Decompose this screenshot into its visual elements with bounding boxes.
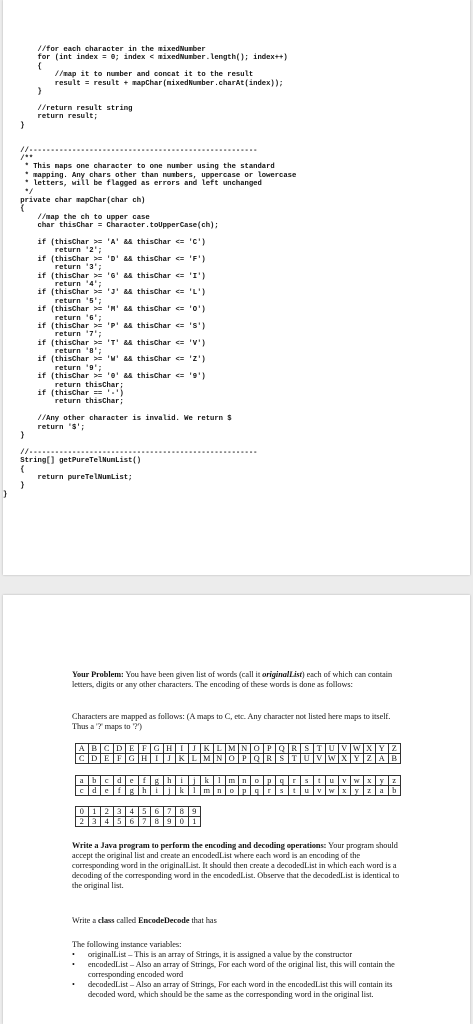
code-line: return '3'; [3, 264, 103, 273]
code-line: return '9'; [3, 364, 103, 373]
mapping-cell: W [326, 754, 339, 764]
mapping-cell: 3 [88, 817, 101, 827]
mapping-cell: k [201, 776, 214, 786]
code-line: if (thisChar >= 'A' && thisChar <= 'C') [3, 238, 206, 247]
mapping-cell: W [351, 744, 364, 754]
mapping-cell: l [213, 776, 226, 786]
mapping-cell: T [288, 754, 301, 764]
mapping-cell: P [238, 754, 251, 764]
code-line: return thisChar; [3, 381, 124, 390]
code-line: result = result + mapChar(mixedNumber.charAt(index)); [3, 79, 284, 88]
code-line [3, 407, 296, 415]
mapping-cell: s [276, 786, 289, 796]
assignment-page [3, 595, 470, 1024]
mapping-cell: m [201, 786, 214, 796]
mapping-cell: U [326, 744, 339, 754]
mapping-cell: S [276, 754, 289, 764]
mapping-cell: H [138, 754, 151, 764]
lowercase-target-row [76, 786, 401, 796]
code-line: private char mapChar(char ch) [3, 197, 146, 206]
mapping-cell: u [326, 776, 339, 786]
problem-label: Your Problem: [72, 670, 124, 679]
mapping-cell: a [76, 776, 89, 786]
code-line: * This maps one character to one number using the standard [3, 163, 275, 172]
mapping-cell: x [363, 776, 376, 786]
mapping-cell: B [388, 754, 401, 764]
mapping-cell: l [188, 786, 201, 796]
mapping-cell: 8 [176, 807, 189, 817]
mapping-cell: M [201, 754, 214, 764]
code-line: } [3, 482, 25, 491]
mapping-cell: Y [376, 744, 389, 754]
mapping-cell: T [313, 744, 326, 754]
mapping-cell: G [151, 744, 164, 754]
mapping-cell: R [288, 744, 301, 754]
mapping-cell: Y [351, 754, 364, 764]
code-line: return pureTelNumList; [3, 473, 133, 482]
mapping-cell: q [276, 776, 289, 786]
mapping-cell: A [376, 754, 389, 764]
code-line [3, 138, 296, 146]
digit-source-row [76, 807, 201, 817]
class-keyword: class [98, 916, 115, 925]
mapping-cell: P [263, 744, 276, 754]
vars-heading: The following instance variables: [72, 940, 182, 949]
mapping-cell: 4 [101, 817, 114, 827]
code-listing [3, 46, 296, 499]
mapping-cell: N [213, 754, 226, 764]
code-line: return thisChar; [3, 398, 124, 407]
mapping-cell: I [176, 744, 189, 754]
mapping-cell: a [376, 786, 389, 796]
mapping-cell: u [301, 786, 314, 796]
mapping-cell: i [151, 786, 164, 796]
mapping-cell: f [138, 776, 151, 786]
mapping-cell: d [113, 776, 126, 786]
mapping-cell: D [113, 744, 126, 754]
mapping-cell: 3 [113, 807, 126, 817]
code-line: /** [3, 155, 34, 164]
mapping-cell: d [88, 786, 101, 796]
problem-statement [72, 670, 404, 690]
code-line: //map the ch to upper case [3, 213, 150, 222]
uppercase-mapping-table [75, 743, 401, 764]
mapping-cell: s [301, 776, 314, 786]
code-line: //map it to number and concat it to the result [3, 71, 254, 80]
mapping-cell: k [176, 786, 189, 796]
problem-text-1: You have been given list of words (call it [123, 670, 263, 679]
mapping-cell: e [101, 786, 114, 796]
mapping-cell: e [126, 776, 139, 786]
mapping-cell: Z [363, 754, 376, 764]
mapping-cell: o [226, 786, 239, 796]
code-line: } [3, 87, 42, 96]
mapping-cell: f [113, 786, 126, 796]
mapping-cell: J [163, 754, 176, 764]
code-line: { [3, 465, 25, 474]
mapping-cell: h [163, 776, 176, 786]
list-item: • encodedList – Also an array of Strings, For each word of the original list, this will contain the corresponding encoded word [72, 960, 404, 980]
code-line: return '6'; [3, 314, 103, 323]
mapping-cell: 0 [76, 807, 89, 817]
mapping-cell: w [326, 786, 339, 796]
code-line: if (thisChar >= 'P' && thisChar <= 'S') [3, 322, 206, 331]
mapping-cell: c [101, 776, 114, 786]
mapping-cell: 9 [188, 807, 201, 817]
code-line: { [3, 205, 25, 214]
mapping-cell: y [351, 786, 364, 796]
mapping-cell: o [251, 776, 264, 786]
code-line: return result; [3, 113, 98, 122]
mapping-cell: O [251, 744, 264, 754]
code-line: if (thisChar >= 'D' && thisChar <= 'F') [3, 255, 206, 264]
mapping-cell: A [76, 744, 89, 754]
mapping-cell: 4 [126, 807, 139, 817]
digit-target-row [76, 817, 201, 827]
code-line [3, 130, 296, 138]
task-description [72, 841, 404, 891]
task-text: Your program should accept the original list and create an encodedList where each word is an encoding of the corresponding word in the originalList. It should then create a decodedList in which each word is a decoding of the corresponding word in the encodedList. Observe that the decodedList is identical to the original list. [72, 841, 400, 890]
mapping-cell: L [188, 754, 201, 764]
lowercase-mapping-table [75, 775, 401, 796]
mapping-cell: Q [251, 754, 264, 764]
mapping-cell: F [138, 744, 151, 754]
mapping-cell: 7 [163, 807, 176, 817]
mapping-cell: g [126, 786, 139, 796]
mapping-cell: 9 [163, 817, 176, 827]
mapping-cell: h [138, 786, 151, 796]
uppercase-source-row [76, 744, 401, 754]
original-list-term: originalList [262, 670, 302, 679]
code-line [3, 231, 296, 239]
code-line: return '5'; [3, 297, 103, 306]
mapping-cell: N [238, 744, 251, 754]
mapping-cell: n [238, 776, 251, 786]
mapping-cell: 1 [88, 807, 101, 817]
mapping-cell: Z [388, 744, 401, 754]
digit-mapping-table [75, 806, 201, 827]
mapping-cell: x [338, 786, 351, 796]
mapping-cell: y [376, 776, 389, 786]
mapping-cell: g [151, 776, 164, 786]
mapping-cell: c [76, 786, 89, 796]
code-line: if (thisChar >= 'G' && thisChar <= 'I') [3, 272, 206, 281]
mapping-text: Characters are mapped as follows: (A maps to C, etc. Any character not listed here maps to itself. Thus a '?' maps to '?') [72, 712, 391, 731]
code-line: String[] getPureTelNumList() [3, 457, 142, 466]
mapping-cell: H [163, 744, 176, 754]
code-line: if (thisChar == '-') [3, 390, 124, 399]
class-description [72, 916, 404, 926]
list-item: • originalList – This is an array of Strings, it is assigned a value by the constructor [72, 950, 404, 960]
mapping-cell: q [251, 786, 264, 796]
instance-variable-list [72, 950, 404, 1000]
code-line [3, 96, 296, 104]
mapping-cell: U [301, 754, 314, 764]
mapping-cell: m [226, 776, 239, 786]
mapping-cell: V [338, 744, 351, 754]
code-line: for (int index = 0; index < mixedNumber.length(); index++) [3, 54, 288, 63]
mapping-cell: 0 [176, 817, 189, 827]
mapping-cell: z [388, 776, 401, 786]
mapping-cell: z [363, 786, 376, 796]
code-line: //Any other character is invalid. We return $ [3, 415, 232, 424]
class-text-2: called [114, 916, 139, 925]
mapping-description [72, 712, 404, 732]
code-line: if (thisChar >= '0' && thisChar <= '9') [3, 373, 206, 382]
mapping-cell: t [313, 776, 326, 786]
mapping-cell: r [288, 776, 301, 786]
code-line: if (thisChar >= 'W' && thisChar <= 'Z') [3, 356, 206, 365]
mapping-cell: R [263, 754, 276, 764]
mapping-cell: L [213, 744, 226, 754]
mapping-cell: 8 [151, 817, 164, 827]
code-line: } [3, 121, 25, 130]
code-line: * letters, will be flagged as errors and left unchanged [3, 180, 262, 189]
code-line: return '8'; [3, 348, 103, 357]
class-text-3: that has [189, 916, 217, 925]
mapping-cell: b [388, 786, 401, 796]
mapping-cell: B [88, 744, 101, 754]
code-line: if (thisChar >= 'J' && thisChar <= 'L') [3, 289, 206, 298]
task-bold: Write a Java program to perform the encoding and decoding operations: [72, 841, 327, 850]
code-line: if (thisChar >= 'T' && thisChar <= 'V') [3, 339, 206, 348]
code-page [3, 0, 470, 575]
mapping-cell: F [113, 754, 126, 764]
mapping-cell: O [226, 754, 239, 764]
uppercase-target-row [76, 754, 401, 764]
mapping-cell: X [338, 754, 351, 764]
code-line: return '2'; [3, 247, 103, 256]
mapping-cell: M [226, 744, 239, 754]
mapping-cell: r [263, 786, 276, 796]
code-line: char thisChar = Character.toUpperCase(ch); [3, 222, 219, 231]
mapping-cell: G [126, 754, 139, 764]
code-line: return '$'; [3, 423, 85, 432]
list-item: • decodedList – Also an array of Strings, For each word in the encodedList this will contain its decoded word, which should be the same as the corresponding word in the original list. [72, 980, 404, 1000]
code-line: */ [3, 188, 34, 197]
mapping-cell: p [238, 786, 251, 796]
mapping-cell: p [263, 776, 276, 786]
mapping-cell: J [188, 744, 201, 754]
mapping-cell: t [288, 786, 301, 796]
mapping-cell: 5 [138, 807, 151, 817]
mapping-cell: 1 [188, 817, 201, 827]
mapping-cell: i [176, 776, 189, 786]
mapping-cell: j [163, 786, 176, 796]
mapping-cell: 5 [113, 817, 126, 827]
class-text-1: Write a [72, 916, 99, 925]
mapping-cell: I [151, 754, 164, 764]
mapping-cell: S [301, 744, 314, 754]
mapping-cell: K [176, 754, 189, 764]
mapping-cell: 2 [101, 807, 114, 817]
code-line: return '4'; [3, 280, 103, 289]
mapping-cell: C [101, 744, 114, 754]
code-line: //----------------------------------------------------- [3, 448, 258, 457]
mapping-cell: X [363, 744, 376, 754]
instance-variables-section [72, 940, 404, 1000]
code-line: //for each character in the mixedNumber [3, 46, 206, 54]
problem-text-2: ) each of which can contain letters, digits or any other characters. The encoding of these words is done as follows: [72, 670, 393, 689]
mapping-cell: E [126, 744, 139, 754]
mapping-cell: E [101, 754, 114, 764]
mapping-cell: w [351, 776, 364, 786]
code-line [3, 440, 296, 448]
code-line: //return result string [3, 104, 133, 113]
lowercase-source-row [76, 776, 401, 786]
class-name: EncodeDecode [138, 916, 190, 925]
mapping-cell: C [76, 754, 89, 764]
code-line: //----------------------------------------------------- [3, 146, 258, 155]
mapping-cell: 2 [76, 817, 89, 827]
mapping-cell: v [313, 786, 326, 796]
mapping-cell: 6 [151, 807, 164, 817]
code-line: { [3, 62, 42, 71]
code-line: } [3, 431, 25, 440]
mapping-cell: K [201, 744, 214, 754]
mapping-cell: V [313, 754, 326, 764]
mapping-cell: 7 [138, 817, 151, 827]
mapping-cell: n [213, 786, 226, 796]
code-line: * mapping. Any chars other than numbers, uppercase or lowercase [3, 171, 297, 180]
mapping-cell: b [88, 776, 101, 786]
code-line: } [3, 490, 8, 499]
code-line: if (thisChar >= 'M' && thisChar <= 'O') [3, 306, 206, 315]
mapping-cell: D [88, 754, 101, 764]
mapping-cell: Q [276, 744, 289, 754]
code-line: return '7'; [3, 331, 103, 340]
mapping-cell: v [338, 776, 351, 786]
mapping-cell: j [188, 776, 201, 786]
mapping-cell: 6 [126, 817, 139, 827]
